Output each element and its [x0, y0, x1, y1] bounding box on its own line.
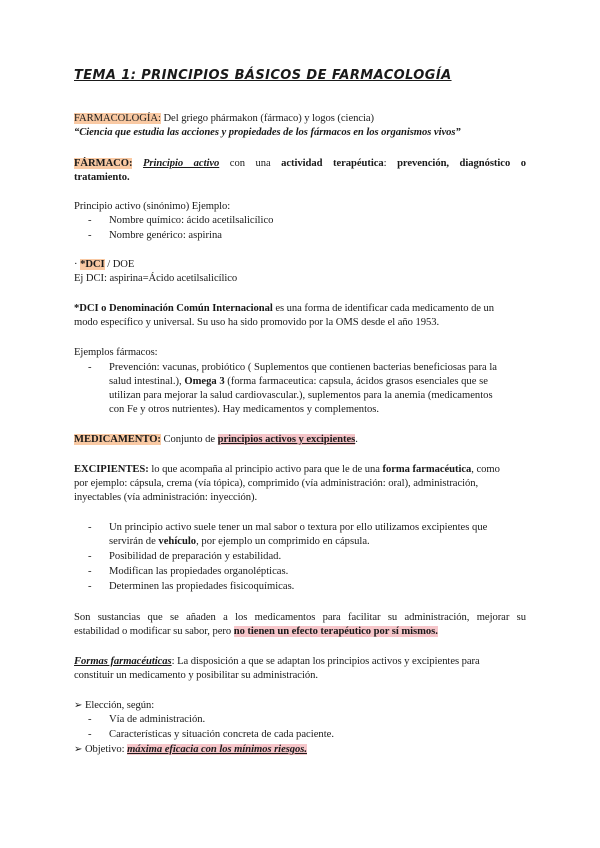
medicamento-term: MEDICAMENTO:	[74, 434, 161, 445]
medicamento-line	[74, 433, 358, 446]
dash-bullet: -	[88, 230, 92, 241]
farmaco-key: Principio activo	[142, 158, 220, 169]
excipientes-line2: por ejemplo: cápsula, crema (vía tópica), comprimido (vía administración: oral), administración,	[74, 478, 479, 489]
farmaco-line	[74, 157, 526, 170]
farmaco-purposes: prevención, diagnóstico o	[397, 158, 526, 169]
farmacologia-origin: Del griego phármakon (fármaco) y logos (ciencia)	[160, 113, 375, 124]
dash-bullet: -	[88, 714, 92, 725]
formas-line	[74, 655, 480, 668]
excipientes-item: Determinen las propiedades fisicoquímicas.	[109, 581, 295, 592]
dci-def-rest: es una forma de identificar cada medicamento de un	[272, 303, 495, 314]
excipientes-text: servirán de	[109, 536, 159, 547]
farmacologia-term: FARMACOLOGÍA:	[74, 113, 161, 124]
objetivo-line	[74, 743, 307, 756]
principio-intro: Principio activo (sinónimo) Ejemplo:	[74, 201, 231, 212]
dash-bullet: -	[88, 551, 92, 562]
omega-3: Omega 3	[184, 376, 225, 387]
dash-bullet: -	[88, 215, 92, 226]
sustancias-text: estabilidad o modificar su sabor, pero	[74, 626, 234, 637]
farmaco-purposes-cont: tratamiento.	[74, 172, 130, 183]
ejemplos-line: Prevención: vacunas, probiótico ( Suplementos que contienen bacterias beneficiosas para la	[109, 362, 498, 373]
formas-rest: : La disposición a que se adaptan los principios activos y excipientes para	[171, 656, 480, 667]
excipientes-item-cont	[109, 535, 370, 548]
dci-definition	[74, 302, 494, 315]
dci-after: / DOE	[104, 259, 135, 270]
dash-bullet: -	[88, 522, 92, 533]
farmaco-activity: actividad terapéutica	[281, 158, 384, 169]
eleccion-line	[74, 699, 154, 712]
forma-farmaceutica: forma farmacéutica	[382, 464, 472, 475]
ejemplos-text: salud intestinal.),	[109, 376, 185, 387]
ejemplos-text: (forma farmaceutica: capsula, ácidos grasos esenciales que se	[224, 376, 488, 387]
eleccion-label: Elección, según:	[82, 700, 155, 711]
farmacologia-definition: “Ciencia que estudia las acciones y propiedades de los fármacos en los organismos vivos”	[74, 127, 461, 138]
ejemplos-line: utilizan para mejorar la salud cardiovascular.), suplementos para la anemia (medicamentos	[109, 390, 493, 401]
ejemplos-line	[109, 375, 488, 388]
eleccion-item: Características y situación concreta de cada paciente.	[109, 729, 334, 740]
excipientes-item: Posibilidad de preparación y estabilidad.	[109, 551, 282, 562]
dci-example: Ej DCI: aspirina=Ácido acetilsalicílico	[74, 273, 238, 284]
dash-bullet: -	[88, 729, 92, 740]
dash-bullet: -	[88, 566, 92, 577]
sustancias-key: no tienen un efecto terapéutico por sí mismos.	[233, 626, 438, 637]
excipientes-item: Modifican las propiedades organolépticas.	[109, 566, 289, 577]
medicamento-end: .	[355, 434, 358, 445]
dash-bullet: -	[88, 362, 92, 373]
farmacologia-line	[74, 112, 374, 125]
principio-item: Nombre químico: ácido acetilsalicílico	[109, 215, 274, 226]
ejemplos-intro: Ejemplos fármacos:	[74, 347, 158, 358]
farmaco-colon: :	[383, 158, 398, 169]
medicamento-rest: Conjunto de	[160, 434, 218, 445]
page-title: TEMA 1: PRINCIPIOS BÁSICOS DE FARMACOLOGÍA	[74, 68, 452, 83]
farmaco-term: FÁRMACO:	[74, 158, 133, 169]
principio-item: Nombre genérico: aspirina	[109, 230, 222, 241]
dci-def-term: *DCI o Denominación Común Internacional	[74, 303, 273, 314]
farmaco-middle: con una	[229, 158, 282, 169]
eleccion-item: Vía de administración.	[109, 714, 206, 725]
excipientes-term: EXCIPIENTES:	[74, 464, 149, 475]
objetivo-key: máxima eficacia con los mínimos riesgos.	[127, 744, 307, 755]
excipientes-text: lo que acompaña al principio activo para que le de una	[148, 464, 383, 475]
sustancias-line: Son sustancias que se añaden a los medicamentos para facilitar su administración, mejorar su	[74, 612, 526, 623]
sustancias-line2	[74, 625, 438, 638]
formas-line2: constituir un medicamento y posibilitar su administración.	[74, 670, 318, 681]
arrow-icon: ➢	[74, 700, 83, 711]
dash-bullet: -	[88, 581, 92, 592]
objetivo-label: Objetivo:	[82, 744, 128, 755]
dci-bullet: ·	[74, 259, 81, 270]
excipientes-text: , como	[471, 464, 500, 475]
vehiculo: vehículo	[158, 536, 197, 547]
excipientes-item: Un principio activo suele tener un mal sabor o textura por ello utilizamos excipientes que	[109, 522, 488, 533]
excipientes-line3: inyectables (vía administración: inyección).	[74, 492, 258, 503]
dci-star-term: *DCI	[80, 259, 105, 270]
medicamento-key: principios activos y excipientes	[217, 434, 356, 445]
arrow-icon: ➢	[74, 744, 83, 755]
dci-line	[74, 258, 134, 271]
excipientes-text: , por ejemplo un comprimido en cápsula.	[196, 536, 370, 547]
ejemplos-line: con Fe y otros nutrientes). Hay medicamentos y complementos.	[109, 404, 380, 415]
formas-term: Formas farmacéuticas	[74, 656, 172, 667]
dci-definition-cont: modo específico y universal. Su uso ha sido promovido por la OMS desde el año 1953.	[74, 317, 440, 328]
excipientes-line	[74, 463, 500, 476]
